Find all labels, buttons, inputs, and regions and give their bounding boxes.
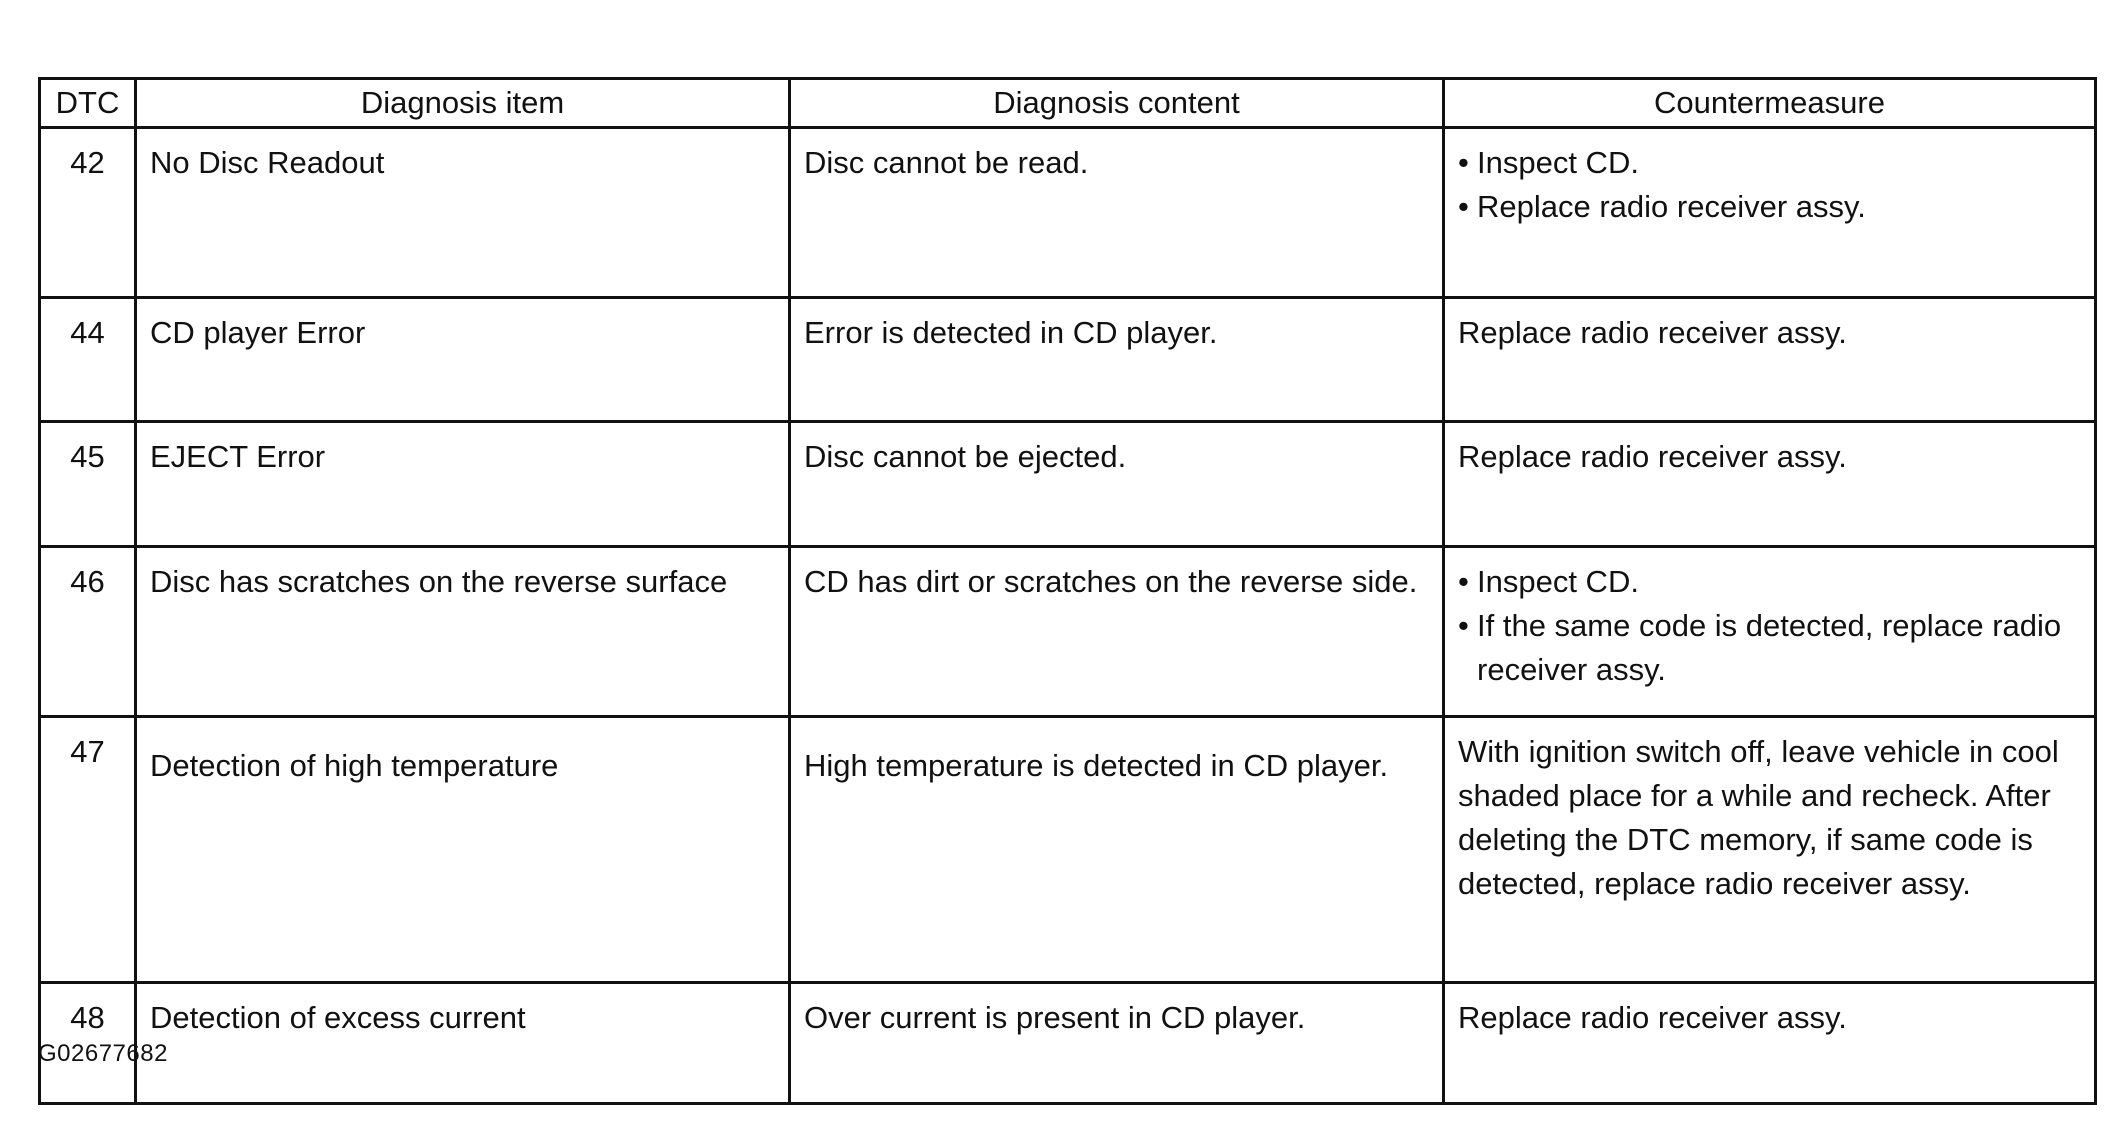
dtc-code: 42 xyxy=(40,128,136,298)
diagnosis-item: No Disc Readout xyxy=(136,128,790,298)
header-dtc: DTC xyxy=(40,79,136,128)
table-row xyxy=(40,717,2096,983)
countermeasure-step: • Replace radio receiver assy. xyxy=(1458,185,2082,229)
dtc-code: 47 xyxy=(40,717,136,983)
dtc-code: 48 xyxy=(40,983,136,1104)
dtc-table xyxy=(38,77,2097,1105)
dtc-code: 45 xyxy=(40,422,136,547)
dtc-code: 46 xyxy=(40,547,136,717)
diagnosis-content: Error is detected in CD player. xyxy=(790,298,1444,422)
countermeasure-list xyxy=(1458,141,2082,229)
diagnosis-content: CD has dirt or scratches on the reverse side. xyxy=(790,547,1444,717)
header-countermeasure: Countermeasure xyxy=(1444,79,2096,128)
table-row xyxy=(40,547,2096,717)
table-row xyxy=(40,422,2096,547)
header-diagnosis-content: Diagnosis content xyxy=(790,79,1444,128)
figure-id: G02677682 xyxy=(38,1040,168,1067)
diagnosis-item: Detection of high temperature xyxy=(136,717,790,983)
diagnosis-item: CD player Error xyxy=(136,298,790,422)
countermeasure: Replace radio receiver assy. xyxy=(1444,298,2096,422)
table-header-row xyxy=(40,79,2096,128)
table-row xyxy=(40,298,2096,422)
diagnosis-item: Detection of excess current xyxy=(136,983,790,1104)
countermeasure-step: • Inspect CD. xyxy=(1458,141,2082,185)
table-row xyxy=(40,983,2096,1104)
countermeasure xyxy=(1444,128,2096,298)
dtc-code: 44 xyxy=(40,298,136,422)
countermeasure-list xyxy=(1458,560,2082,692)
diagnosis-content: Disc cannot be read. xyxy=(790,128,1444,298)
countermeasure xyxy=(1444,547,2096,717)
diagnosis-content: Over current is present in CD player. xyxy=(790,983,1444,1104)
diagnosis-item: Disc has scratches on the reverse surface xyxy=(136,547,790,717)
countermeasure: Replace radio receiver assy. xyxy=(1444,983,2096,1104)
countermeasure: With ignition switch off, leave vehicle in cool shaded place for a while and recheck. After deleting the DTC memory, if same code is detected, replace radio receiver assy. xyxy=(1444,717,2096,983)
countermeasure-step: • Inspect CD. xyxy=(1458,560,2082,604)
diagnosis-content: Disc cannot be ejected. xyxy=(790,422,1444,547)
countermeasure-step: • If the same code is detected, replace radio receiver assy. xyxy=(1458,604,2082,692)
diagnosis-item: EJECT Error xyxy=(136,422,790,547)
table-row xyxy=(40,128,2096,298)
diagnosis-content: High temperature is detected in CD player. xyxy=(790,717,1444,983)
header-diagnosis-item: Diagnosis item xyxy=(136,79,790,128)
countermeasure: Replace radio receiver assy. xyxy=(1444,422,2096,547)
